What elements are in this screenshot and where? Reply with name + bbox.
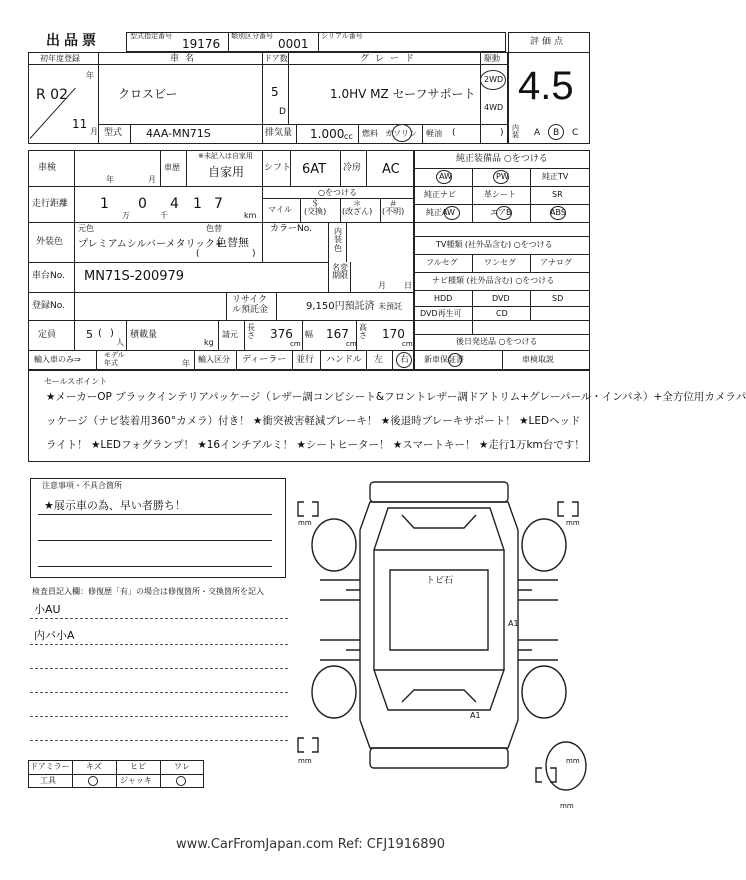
inspect-label: 車検 <box>38 163 57 173</box>
legend-crack: ヒビ <box>130 762 146 771</box>
first-reg-month-unit: 月 <box>90 127 98 136</box>
equip-abs: ABS <box>550 208 566 217</box>
handle-label: ハンドル <box>326 355 363 365</box>
car-damage-diagram <box>290 470 600 820</box>
diagram-mm-fr: mm <box>566 519 580 527</box>
mileage-digit-1: 1 <box>100 196 109 212</box>
equip-airbag: エアB <box>490 208 512 217</box>
equip-tv: 純正TV <box>542 172 569 181</box>
load-unit: kg <box>204 338 214 347</box>
sales-line-3: ライト！ ★LEDフォグランプ！ ★16インチアルミ！ ★シートヒーター！ ★スマートキー！ ★走行1万km台です！ <box>46 439 585 451</box>
legend-break: ワレ <box>174 762 190 771</box>
mileage-mile: マイル <box>268 205 292 214</box>
drive-label: 駆動 <box>484 54 500 63</box>
interior-a: A <box>534 128 541 138</box>
legend-scratch: キズ <box>86 762 102 771</box>
color-change-value: 色替無 <box>216 236 249 249</box>
legend-tools-circle <box>88 776 98 786</box>
equip-sr: SR <box>552 190 563 199</box>
equip-genuine-aw-circle <box>444 206 460 220</box>
navi-dvd: DVD <box>492 294 510 303</box>
mileage-digit-5: 7 <box>214 196 223 212</box>
doors-sub: D <box>279 107 286 117</box>
import-parallel: 並行 <box>296 355 315 365</box>
length-label: 長さ <box>247 323 255 341</box>
capacity-value: 5 <box>86 328 93 341</box>
model-year-label: モデル年式 <box>104 351 125 367</box>
notes-box <box>30 478 286 578</box>
doors-label: ドア数 <box>264 54 288 63</box>
equip-aw: AW <box>439 172 452 181</box>
outer-color-label: 外装色 <box>36 237 64 247</box>
class-label: 類別区分番号 <box>231 32 273 40</box>
orig-color-label: 元色 <box>78 224 94 233</box>
notes-label: 注意事項・不具合箇所 <box>42 481 122 490</box>
import-class-label: 輸入区分 <box>198 355 230 364</box>
width-value: 167 <box>326 327 349 341</box>
first-reg-year: R 02 <box>36 87 68 103</box>
sales-label: セールスポイント <box>44 377 108 386</box>
doc-warranty: 新車保証書 <box>424 355 464 364</box>
load-label: 積載量 <box>130 330 158 340</box>
shift-value: 6AT <box>302 162 327 177</box>
drive-2wd: 2WD <box>484 75 504 84</box>
doors-value: 5 <box>271 85 279 99</box>
length-unit: cm <box>290 340 301 348</box>
chassis-number: MN71S-200979 <box>84 269 185 284</box>
equip-navi: 純正ナビ <box>424 190 456 199</box>
import-label: 輸入車のみ⇒ <box>34 355 81 364</box>
footer-watermark: www.CarFromJapan.com Ref: CFJ1916890 <box>176 837 446 852</box>
name-change-day: 日 <box>404 281 412 290</box>
equip-aw-circle <box>436 170 452 184</box>
type-label: 型式 <box>104 128 123 138</box>
first-reg-month: 11 <box>72 117 88 131</box>
diagram-mark-a1-bottom: A1 <box>470 711 481 720</box>
legend-tools: 工具 <box>40 776 56 785</box>
type-cert-number: 19176 <box>182 37 221 51</box>
displacement-value: 1.000 <box>310 127 345 141</box>
navi-dvd-play: DVD再生可 <box>420 309 462 318</box>
capacity-unit: 人 <box>116 338 124 347</box>
history-note: ※未記入は自家用 <box>198 152 253 160</box>
recycle-label: リサイクル預託金 <box>232 295 269 315</box>
fuel-gasoline-circle <box>392 124 412 142</box>
grade-label: グレード <box>360 54 421 64</box>
interior-b-circle <box>548 124 564 140</box>
height-unit: cm <box>402 340 413 348</box>
mileage-unit-sen: 千 <box>160 211 168 220</box>
req-label: 請元 <box>222 330 238 339</box>
legend-jack-circle <box>176 776 186 786</box>
drive-2wd-circle <box>480 70 506 90</box>
navi-title: ナビ種類 (社外品含む) ○をつける <box>432 276 555 285</box>
doc-title: 後日発送品 ○をつける <box>456 337 538 346</box>
tv-fullseg: フルセグ <box>426 258 458 267</box>
interior-label: 内装 <box>512 124 519 139</box>
ac-label: 冷房 <box>343 163 362 173</box>
diagram-mark-a1-top: A1 <box>508 619 519 628</box>
diagram-mark-front: トビ石 <box>426 576 454 586</box>
inspector-line-1: 小AU <box>34 603 61 616</box>
handle-right-circle <box>396 352 412 368</box>
navi-cd: CD <box>496 309 508 318</box>
fuel-label: 燃料 <box>362 129 378 138</box>
color-no-label: カラーNo. <box>270 224 312 234</box>
sales-line-2: ッケージ（ナビ装着用360°カメラ）付き！ ★衝突被害軽減ブレーキ！ ★後退時ブレーキサポート！ ★LEDヘッド <box>46 415 581 427</box>
interior-c: C <box>572 128 579 138</box>
equip-leather: 革シート <box>484 190 516 199</box>
diagram-mm-rr: mm <box>566 757 580 765</box>
serial-label: シリアル番号 <box>321 32 363 40</box>
equip-title: 純正装備品 ○をつける <box>456 154 548 164</box>
mileage-digit-4: 1 <box>193 196 202 212</box>
equip-abs-circle <box>550 206 566 220</box>
score-value: 4.5 <box>518 64 574 108</box>
model-year-unit: 年 <box>182 359 190 368</box>
grade-value: 1.0HV MZ セーフサポート <box>330 87 476 101</box>
equip-genuine-aw: 純正AW <box>426 208 455 217</box>
mileage-unit-km: km <box>244 211 257 220</box>
fuel-gasoline: ガソリン <box>385 129 417 138</box>
height-label: 高さ <box>359 323 367 341</box>
model-name: クロスビー <box>118 87 178 101</box>
mileage-exchange: ＄ (交換) <box>304 199 327 216</box>
mileage-tamper: ＊ (改ざん) <box>342 199 373 216</box>
class-number: 0001 <box>278 37 309 51</box>
inner-color-label: 内装色 <box>334 227 342 253</box>
history-label: 車歴 <box>164 163 180 172</box>
type-value: 4AA-MN71S <box>146 127 211 140</box>
handle-left: 左 <box>374 355 384 365</box>
import-dealer: ディーラー <box>242 355 287 365</box>
height-value: 170 <box>382 327 405 341</box>
chassis-label: 車台No. <box>32 271 65 281</box>
displacement-unit: cc <box>344 132 353 141</box>
inspect-month-unit: 月 <box>148 175 156 184</box>
mileage-unknown: ＃ (不明) <box>382 199 405 216</box>
mileage-digit-3: 4 <box>170 196 179 212</box>
model-label: 車名 <box>170 54 201 64</box>
interior-b: B <box>553 128 560 138</box>
diagram-mm-fl: mm <box>298 519 312 527</box>
recycle-unreg: 未預託 <box>378 302 402 311</box>
inspector-label: 検査員記入欄：修復歴「有」の場合は修復箇所・交換箇所を記入 <box>32 587 264 596</box>
diagram-mm-spare: mm <box>560 802 574 810</box>
equip-airbag-circle <box>496 206 512 220</box>
tv-title: TV種類 (社外品含む) ○をつける <box>436 240 553 249</box>
notes-line-1: ★展示車の為、早い者勝ち！ <box>44 499 186 512</box>
width-unit: cm <box>346 340 357 348</box>
handle-right: 右 <box>400 355 410 365</box>
sales-line-1: ★メーカーOP ブラックインテリアパッケージ（レザー調コンビシート&フロントレザー調ドアトリム+グレーパール・インパネ）+全方位用カメラパ <box>46 391 746 403</box>
legend-jack: ジャッキ <box>120 776 152 785</box>
inspect-year-unit: 年 <box>106 175 114 184</box>
first-reg-year-unit: 年 <box>86 71 94 80</box>
doc-warranty-circle <box>448 353 462 367</box>
first-reg-label: 初年度登録 <box>40 54 80 63</box>
color-change-label: 色替 <box>206 224 222 233</box>
doc-manual: 車検取説 <box>522 355 554 364</box>
tv-analog: アナログ <box>540 258 572 267</box>
navi-sd: SD <box>552 294 564 303</box>
capacity-label: 定員 <box>38 330 57 340</box>
tv-oneseg: ワンセグ <box>484 258 516 267</box>
displacement-label: 排気量 <box>265 128 293 138</box>
mileage-circle-note: ○をつける <box>318 188 357 197</box>
mileage-unit-man: 万 <box>122 211 130 220</box>
equip-pw: PW <box>496 172 509 181</box>
legend-mirror: ドアミラー <box>30 762 70 771</box>
length-value: 376 <box>270 327 293 341</box>
equip-pw-circle <box>493 170 509 184</box>
score-label: 評価点 <box>530 37 567 47</box>
reg-label: 登録No. <box>32 301 65 311</box>
name-change-month: 月 <box>378 281 386 290</box>
sheet-title: 出品票 <box>46 33 100 49</box>
mileage-label: 走行距離 <box>32 199 69 209</box>
inspector-line-2: 内バ小A <box>34 629 75 642</box>
type-cert-label: 型式指定番号 <box>130 32 172 40</box>
drive-4wd: 4WD <box>484 103 504 112</box>
navi-hdd: HDD <box>434 294 453 303</box>
recycle-value: 9,150円預託済 <box>306 301 375 312</box>
ac-value: AC <box>382 162 400 177</box>
diagram-mm-rl: mm <box>298 757 312 765</box>
fuel-diesel: 軽油 <box>426 129 442 138</box>
width-label: 幅 <box>305 330 313 339</box>
outer-color-value: プレミアムシルバーメタリック+ <box>78 239 224 250</box>
shift-label: シフト <box>264 163 292 173</box>
name-change-label: 名変期限 <box>332 263 348 281</box>
mileage-digit-2: 0 <box>138 196 147 212</box>
history-value: 自家用 <box>208 165 245 179</box>
